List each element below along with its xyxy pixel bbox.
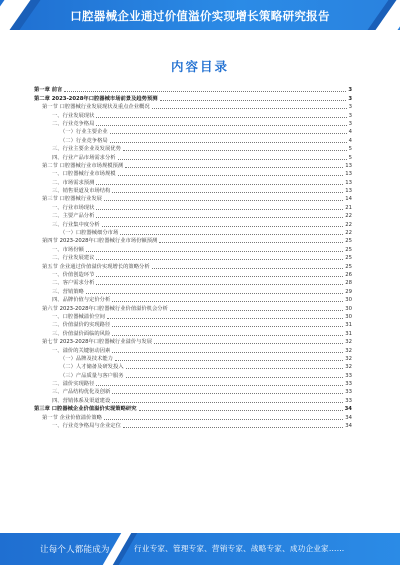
toc-entry-label: 第五节 企业通过价值溢价实现增长的策略分析 <box>42 263 150 270</box>
toc-leader-dots <box>139 410 343 411</box>
toc-leader-dots <box>96 385 343 386</box>
toc-entry-page: 25 <box>345 255 352 262</box>
toc-entry[interactable] <box>34 212 352 220</box>
toc-entry[interactable] <box>34 304 352 312</box>
toc-entry-page: 3 <box>348 120 352 127</box>
toc-entry-label: 一、口腔器械溢价空间 <box>52 313 105 320</box>
toc-leader-dots <box>126 377 344 378</box>
toc-leader-dots <box>125 167 343 168</box>
toc-entry[interactable] <box>34 371 352 379</box>
toc-entry-page: 32 <box>345 347 352 354</box>
toc-leader-dots <box>112 393 343 394</box>
toc-leader-dots <box>112 335 343 336</box>
toc-entry-page: 5 <box>348 154 352 161</box>
toc-entry[interactable] <box>34 94 352 102</box>
toc-entry[interactable] <box>34 162 352 170</box>
toc-entry-label: 四、品牌价值与定价分析 <box>52 297 111 304</box>
toc-entry-label: 二、价值溢价的实现路径 <box>52 322 111 329</box>
toc-leader-dots <box>96 125 346 126</box>
toc-entry-page: 33 <box>345 389 352 396</box>
toc-entry-page: 13 <box>345 162 352 169</box>
toc-entry-page: 34 <box>345 423 352 430</box>
toc-entry[interactable] <box>34 145 352 153</box>
toc-leader-dots <box>107 318 343 319</box>
toc-entry[interactable] <box>34 103 352 111</box>
toc-entry-label: 四、营销体系及渠道建设 <box>52 397 111 404</box>
toc-entry-page: 4 <box>348 137 352 144</box>
toc-entry[interactable] <box>34 195 352 203</box>
toc-entry-label: 一、行业市场现状 <box>52 204 95 211</box>
toc-entry-page: 30 <box>345 297 352 304</box>
toc-leader-dots <box>112 402 343 403</box>
bottom-banner <box>0 533 400 565</box>
toc-entry[interactable] <box>34 245 352 253</box>
toc-entry-page: 32 <box>345 339 352 346</box>
toc-entry-label: 一、口腔器械行业市场规模 <box>52 171 116 178</box>
toc-entry-label: 第一节 口腔器械行业发展现状及重点企业概况 <box>42 104 150 111</box>
toc-entry-page: 31 <box>345 330 352 337</box>
toc-entry[interactable] <box>34 413 352 421</box>
toc-entry[interactable] <box>34 128 352 136</box>
toc-entry[interactable] <box>34 338 352 346</box>
toc-entry-page: 22 <box>345 230 352 237</box>
table-of-contents <box>34 86 352 430</box>
toc-leader-dots <box>96 117 346 118</box>
toc-entry-label: 一、行业发展现状 <box>52 112 95 119</box>
toc-leader-dots <box>102 226 344 227</box>
toc-entry[interactable] <box>34 396 352 404</box>
toc-leader-dots <box>152 268 344 269</box>
toc-leader-dots <box>104 200 343 201</box>
toc-entry[interactable] <box>34 405 352 413</box>
toc-entry-label: 三、产品结构优化及创新 <box>52 389 111 396</box>
toc-entry-page: 22 <box>345 213 352 220</box>
toc-entry[interactable] <box>34 313 352 321</box>
toc-entry-label: 三、价值溢价面临的风险 <box>52 330 111 337</box>
toc-entry-page: 13 <box>345 188 352 195</box>
toc-entry-page: 25 <box>345 238 352 245</box>
toc-entry[interactable] <box>34 321 352 329</box>
toc-entry-label: 第三节 口腔器械行业发展 <box>42 196 102 203</box>
toc-entry-page: 3 <box>348 95 352 102</box>
toc-leader-dots <box>159 242 343 243</box>
toc-entry[interactable] <box>34 296 352 304</box>
toc-entry[interactable] <box>34 153 352 161</box>
toc-entry-label: 二、客户需求分析 <box>52 280 95 287</box>
toc-entry[interactable] <box>34 203 352 211</box>
toc-entry-label: 第六节 2023-2028年口腔器械行业价值溢价机会分析 <box>42 305 168 312</box>
toc-entry-page: 14 <box>345 196 352 203</box>
toc-entry-label: 一、市场份额 <box>52 246 84 253</box>
toc-entry-label: 三、行业集中度分析 <box>52 221 100 228</box>
toc-entry-label: 四、行业产品市场需求分析 <box>52 154 116 161</box>
toc-entry-page: 25 <box>345 263 352 270</box>
toc-entry-label: 一、行业竞争格局与企业定位 <box>52 423 121 430</box>
toc-entry[interactable] <box>34 120 352 128</box>
toc-entry-page: 4 <box>348 129 352 136</box>
toc-entry-label: 第三章 口腔器械企业价值溢价实现策略研究 <box>34 406 137 413</box>
toc-leader-dots <box>96 276 343 277</box>
toc-entry[interactable] <box>34 287 352 295</box>
toc-entry-label: （二）人才储备及研发投入 <box>60 364 124 371</box>
toc-leader-dots <box>112 301 343 302</box>
toc-entry-label: （二）行业竞争格局 <box>60 137 108 144</box>
toc-leader-dots <box>160 100 347 101</box>
top-banner <box>0 0 400 30</box>
toc-leader-dots <box>152 108 347 109</box>
toc-entry-label: 三、销售渠道及市场结构 <box>52 188 111 195</box>
toc-entry-label: 一、价值创造环节 <box>52 271 95 278</box>
toc-entry-label: 第七节 2023-2028年口腔器械行业溢价与发展 <box>42 339 153 346</box>
toc-entry[interactable] <box>34 187 352 195</box>
toc-entry-page: 34 <box>345 414 352 421</box>
toc-entry[interactable] <box>34 136 352 144</box>
toc-entry[interactable] <box>34 237 352 245</box>
toc-entry-page: 21 <box>345 204 352 211</box>
toc-entry[interactable] <box>34 363 352 371</box>
toc-leader-dots <box>64 91 346 92</box>
toc-entry-page: 13 <box>345 171 352 178</box>
toc-entry-page: 22 <box>345 221 352 228</box>
toc-entry[interactable] <box>34 271 352 279</box>
toc-entry[interactable] <box>34 254 352 262</box>
toc-entry[interactable] <box>34 388 352 396</box>
toc-leader-dots <box>112 326 343 327</box>
toc-entry[interactable] <box>34 178 352 186</box>
toc-leader-dots <box>96 217 343 218</box>
toc-entry[interactable] <box>34 346 352 354</box>
toc-leader-dots <box>118 175 344 176</box>
toc-entry[interactable] <box>34 355 352 363</box>
toc-entry[interactable] <box>34 86 352 94</box>
toc-entry-label: 第一章 前言 <box>34 87 63 94</box>
toc-entry-label: 三、行业主要企业及发展优势 <box>52 146 121 153</box>
toc-entry-page: 3 <box>348 112 352 119</box>
toc-leader-dots <box>110 133 347 134</box>
toc-entry-label: （三）产品质量与客户服务 <box>60 372 124 379</box>
toc-entry-page: 30 <box>345 305 352 312</box>
toc-entry[interactable] <box>34 262 352 270</box>
toc-entry-page: 25 <box>345 246 352 253</box>
toc-entry-label: 二、行业发展建议 <box>52 255 95 262</box>
toc-entry-label: 二、行业竞争格局 <box>52 120 95 127</box>
toc-entry[interactable] <box>34 380 352 388</box>
toc-entry[interactable] <box>34 220 352 228</box>
toc-entry-label: 二、主要产品分析 <box>52 213 95 220</box>
toc-leader-dots <box>104 419 343 420</box>
toc-entry-page: 30 <box>345 313 352 320</box>
toc-entry-label: 一、溢价的关键驱动因素 <box>52 347 111 354</box>
toc-entry-label: 第四节 2023-2028年口腔器械行业市场份额预测 <box>42 238 158 245</box>
toc-entry-label: 第二节 口腔器械行业市场规模预测 <box>42 162 124 169</box>
toc-entry-label: （一）品牌及技术能力 <box>60 355 113 362</box>
toc-entry-page: 28 <box>345 280 352 287</box>
toc-title: 内容目录 <box>170 59 229 74</box>
toc-entry-page: 5 <box>348 146 352 153</box>
toc-leader-dots <box>123 427 343 428</box>
toc-leader-dots <box>96 184 343 185</box>
toc-entry-label: 二、溢价实现路径 <box>52 381 95 388</box>
toc-entry-page: 13 <box>345 179 352 186</box>
toc-entry-page: 32 <box>345 364 352 371</box>
toc-entry-page: 31 <box>345 322 352 329</box>
toc-leader-dots <box>112 192 343 193</box>
toc-leader-dots <box>118 159 347 160</box>
toc-entry-label: 第一节 企业价值溢价策略 <box>42 414 102 421</box>
toc-entry-label: （一）行业主要企业 <box>60 129 108 136</box>
toc-entry-page: 33 <box>345 372 352 379</box>
toc-entry-page: 32 <box>345 355 352 362</box>
toc-entry[interactable] <box>34 170 352 178</box>
toc-entry-label: 二、市场需求预测 <box>52 179 95 186</box>
toc-entry[interactable] <box>34 111 352 119</box>
toc-entry[interactable] <box>34 279 352 287</box>
toc-entry-label: （一）口腔器械细分市场 <box>60 230 119 237</box>
toc-leader-dots <box>123 150 347 151</box>
toc-leader-dots <box>170 310 343 311</box>
toc-leader-dots <box>86 251 343 252</box>
toc-leader-dots <box>110 142 347 143</box>
footer-slogan-left: 让每个人都能成为 <box>40 545 110 555</box>
toc-entry-page: 33 <box>345 397 352 404</box>
toc-leader-dots <box>96 259 343 260</box>
toc-entry-label: 三、营销策略 <box>52 288 84 295</box>
toc-leader-dots <box>112 352 343 353</box>
toc-leader-dots <box>154 343 343 344</box>
toc-entry-page: 34 <box>344 406 352 413</box>
toc-entry-page: 3 <box>348 87 352 94</box>
toc-leader-dots <box>126 368 344 369</box>
toc-entry-page: 26 <box>345 271 352 278</box>
toc-leader-dots <box>115 360 343 361</box>
toc-entry-label: 第二章 2023-2028年口腔器械市场前景及趋势预测 <box>34 95 158 102</box>
toc-leader-dots <box>96 209 343 210</box>
toc-entry[interactable] <box>34 422 352 430</box>
toc-entry-page: 29 <box>345 288 352 295</box>
toc-entry[interactable] <box>34 229 352 237</box>
toc-leader-dots <box>86 293 343 294</box>
toc-leader-dots <box>120 234 343 235</box>
footer-slogan-right: 行业专家、管理专家、营销专家、战略专家、成功企业家…… <box>134 544 345 553</box>
toc-entry-page: 33 <box>345 381 352 388</box>
toc-entry-page: 3 <box>348 104 352 111</box>
report-title: 口腔器械企业通过价值溢价实现增长策略研究报告 <box>70 9 330 23</box>
toc-leader-dots <box>96 284 343 285</box>
toc-entry[interactable] <box>34 329 352 337</box>
